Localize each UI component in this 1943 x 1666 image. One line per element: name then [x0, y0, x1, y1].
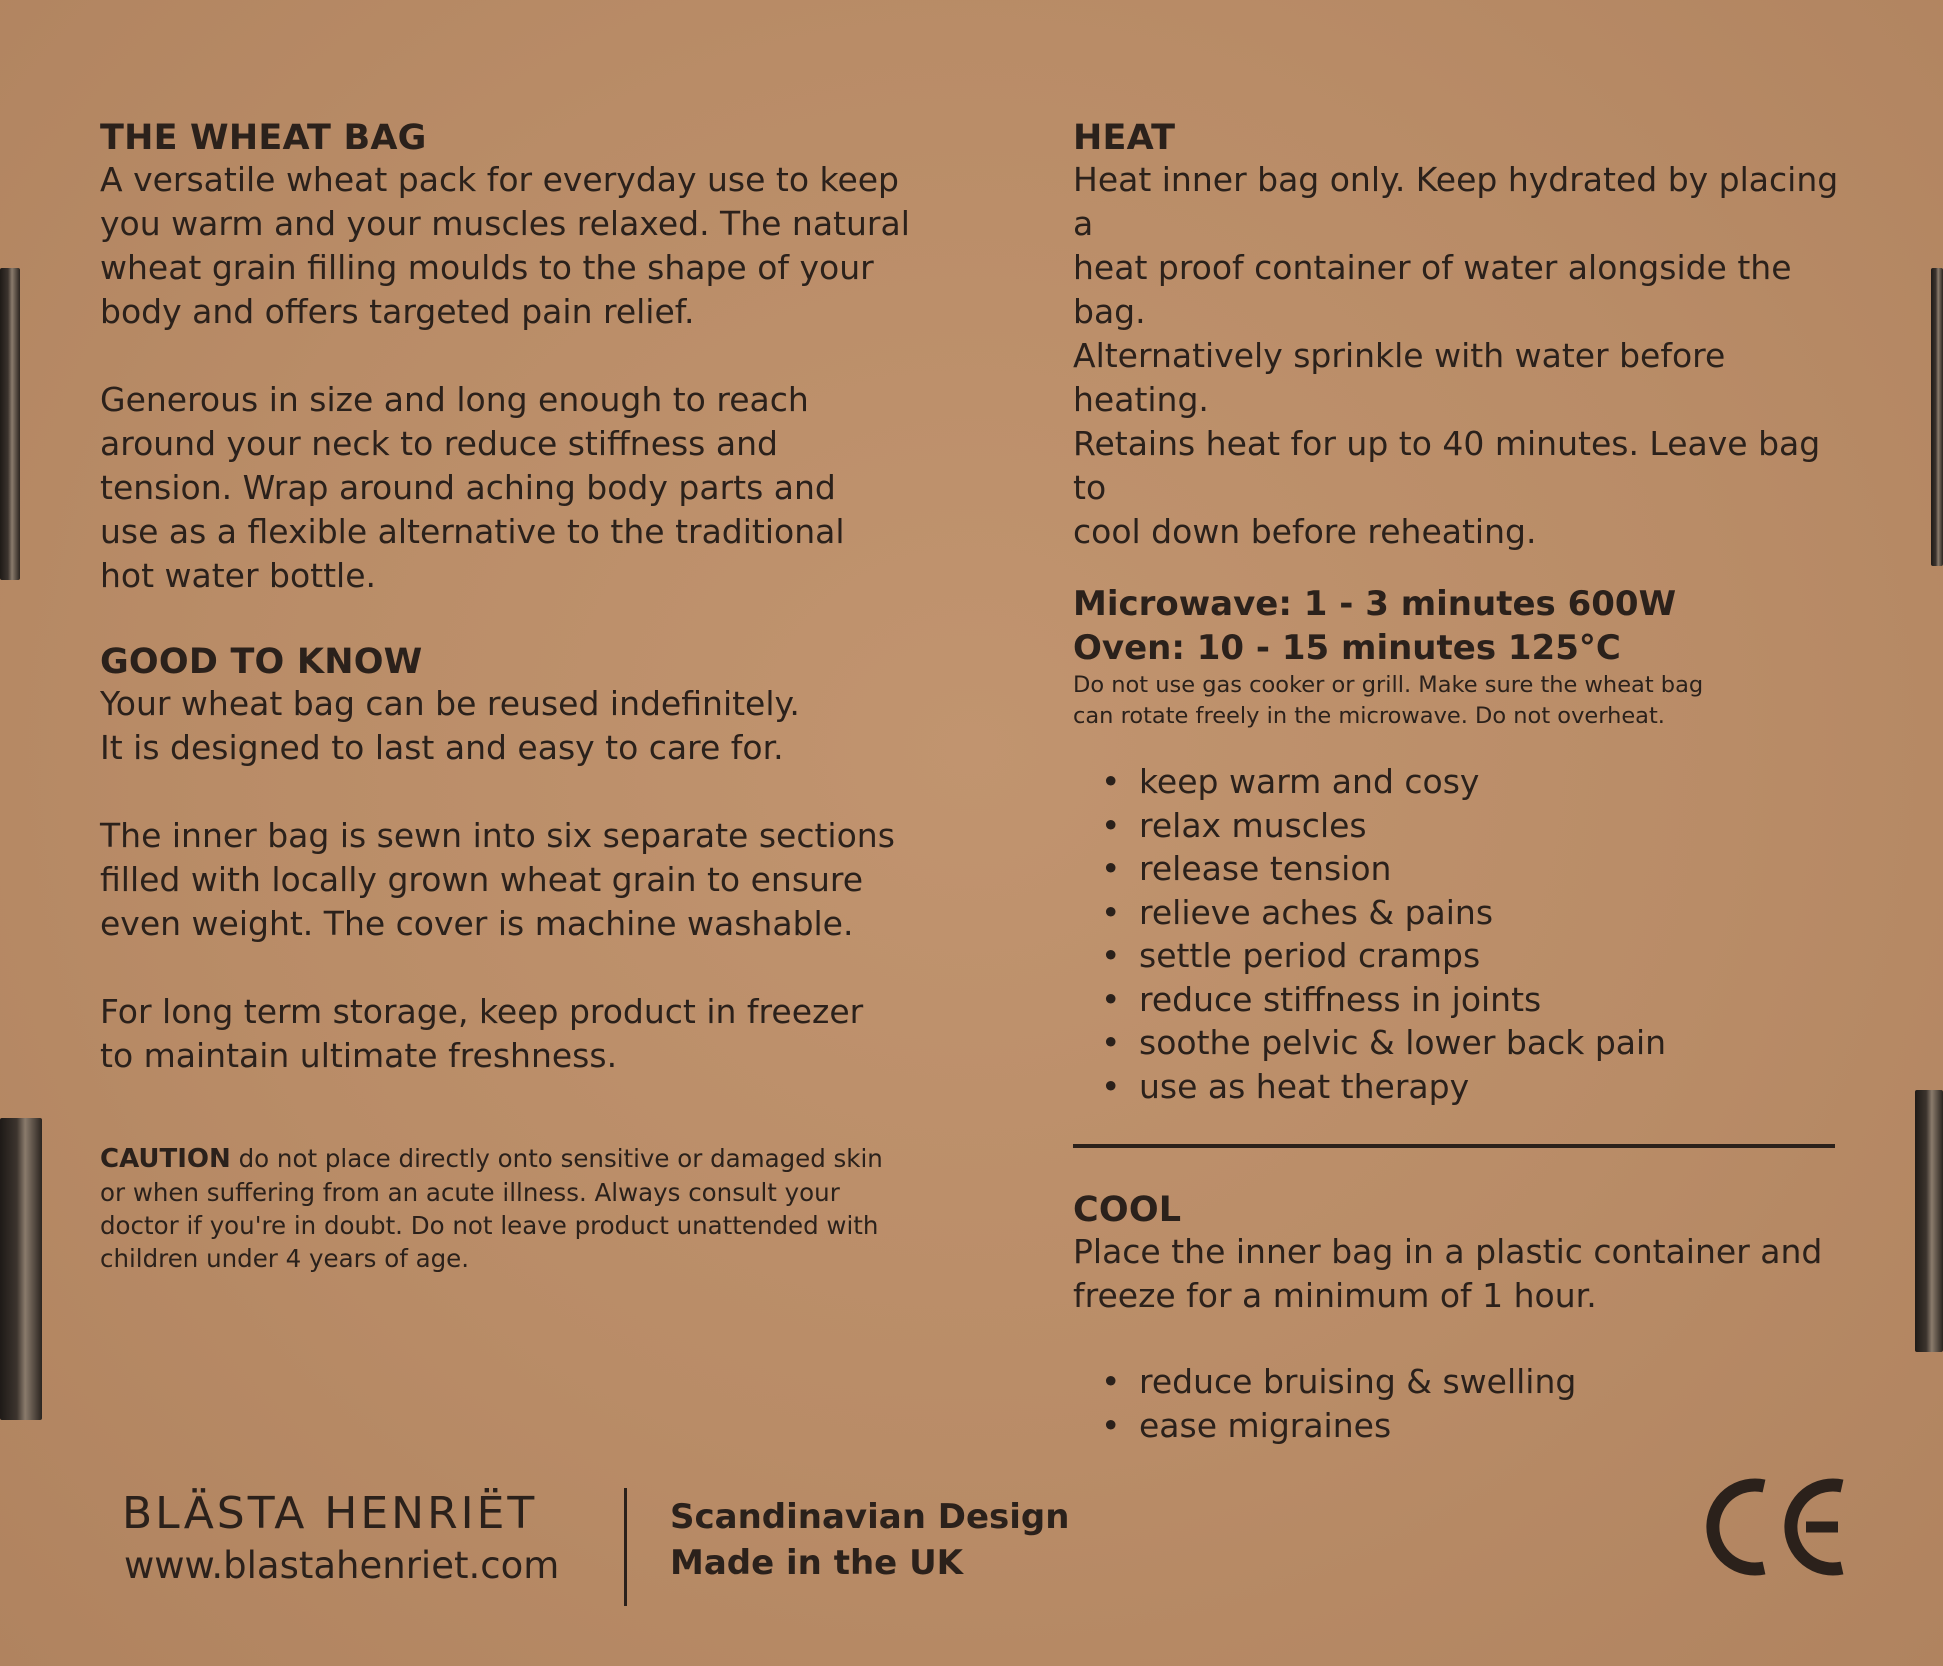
list-item: • relieve aches & pains: [1101, 891, 1863, 935]
list-item: • release tension: [1101, 847, 1863, 891]
inner-bag-line: filled with locally grown wheat grain to ensure: [100, 860, 864, 899]
ce-mark-icon: [1702, 1472, 1852, 1582]
size-line: tension. Wrap around aching body parts and: [100, 468, 836, 507]
list-item: • ease migraines: [1101, 1404, 1863, 1448]
storage-line: For long term storage, keep product in freezer: [100, 992, 864, 1031]
heat-line: Retains heat for up to 40 minutes. Leave bag to: [1073, 424, 1821, 507]
list-item: • soothe pelvic & lower back pain: [1101, 1021, 1863, 1065]
wheat-bag-line: body and offers targeted pain relief.: [100, 292, 695, 331]
heat-benefits-list: [1073, 760, 1863, 1108]
cool-benefits-list: [1073, 1360, 1863, 1447]
good-to-know-line: It is designed to last and easy to care for.: [100, 728, 784, 767]
wheat-bag-line: wheat grain filling moulds to the shape of your: [100, 248, 874, 287]
right-column: [1073, 118, 1863, 1447]
inner-bag-section: [100, 814, 920, 946]
heat-line: Alternatively sprinkle with water before heating.: [1073, 336, 1726, 419]
heat-heading: HEAT: [1073, 118, 1176, 158]
footer-divider: [624, 1488, 627, 1606]
wheat-bag-section: [100, 118, 920, 334]
design-line: Scandinavian Design: [670, 1497, 1070, 1537]
good-to-know-line: Your wheat bag can be reused indefinitely.: [100, 684, 800, 723]
made-line: Made in the UK: [670, 1543, 964, 1583]
design-origin: [670, 1494, 1069, 1586]
right-edge-tab-top: [1931, 268, 1943, 566]
storage-section: [100, 990, 920, 1078]
list-item: • reduce bruising & swelling: [1101, 1360, 1863, 1404]
good-to-know-section: [100, 642, 920, 770]
list-item: • keep warm and cosy: [1101, 760, 1863, 804]
heat-line: heat proof container of water alongside the bag.: [1073, 248, 1792, 331]
heat-note-line: can rotate freely in the microwave. Do not overheat.: [1073, 703, 1665, 729]
wheat-bag-line: you warm and your muscles relaxed. The natural: [100, 204, 910, 243]
wheat-bag-heading: THE WHEAT BAG: [100, 118, 427, 158]
footer: [122, 1488, 1922, 1608]
oven-time: Oven: 10 - 15 minutes 125°C: [1073, 628, 1621, 668]
website-text: www.blastahenriet.com: [124, 1544, 560, 1587]
left-column: [100, 118, 920, 1275]
heat-line: cool down before reheating.: [1073, 512, 1537, 551]
cool-heading: COOL: [1073, 1190, 1182, 1230]
cool-line: freeze for a minimum of 1 hour.: [1073, 1276, 1597, 1315]
heat-note-line: Do not use gas cooker or grill. Make sure the wheat bag: [1073, 672, 1704, 698]
cool-section: [1073, 1190, 1863, 1447]
heat-section: [1073, 118, 1863, 1108]
caution-section: [100, 1142, 920, 1275]
size-line: around your neck to reduce stiffness and: [100, 424, 778, 463]
caution-first-line: [100, 1142, 920, 1176]
list-item: • relax muscles: [1101, 804, 1863, 848]
inner-bag-line: even weight. The cover is machine washable.: [100, 904, 854, 943]
size-line: Generous in size and long enough to reach: [100, 380, 809, 419]
list-item: • use as heat therapy: [1101, 1065, 1863, 1109]
microwave-time: Microwave: 1 - 3 minutes 600W: [1073, 584, 1677, 624]
cool-line: Place the inner bag in a plastic container and: [1073, 1232, 1823, 1271]
left-edge-tab-bottom: [0, 1118, 42, 1420]
caution-line: children under 4 years of age.: [100, 1244, 470, 1273]
list-item: • reduce stiffness in joints: [1101, 978, 1863, 1022]
size-section: [100, 378, 920, 598]
list-item: • settle period cramps: [1101, 934, 1863, 978]
heat-line: Heat inner bag only. Keep hydrated by placing a: [1073, 160, 1839, 243]
caution-first-text: do not place directly onto sensitive or damaged skin: [238, 1144, 883, 1173]
size-line: use as a flexible alternative to the traditional: [100, 512, 845, 551]
size-line: hot water bottle.: [100, 556, 377, 595]
caution-label: CAUTION: [100, 1144, 231, 1174]
inner-bag-line: The inner bag is sewn into six separate sections: [100, 816, 895, 855]
right-edge-tab-bottom: [1915, 1090, 1943, 1352]
caution-line: doctor if you're in doubt. Do not leave product unattended with: [100, 1211, 879, 1240]
brand-name: BLÄSTA HENRIËT: [122, 1488, 538, 1539]
caution-line: or when suffering from an acute illness. Always consult your: [100, 1178, 840, 1207]
wheat-bag-line: A versatile wheat pack for everyday use to keep: [100, 160, 900, 199]
left-edge-tab-top: [0, 268, 20, 580]
storage-line: to maintain ultimate freshness.: [100, 1036, 618, 1075]
good-to-know-heading: GOOD TO KNOW: [100, 642, 423, 682]
